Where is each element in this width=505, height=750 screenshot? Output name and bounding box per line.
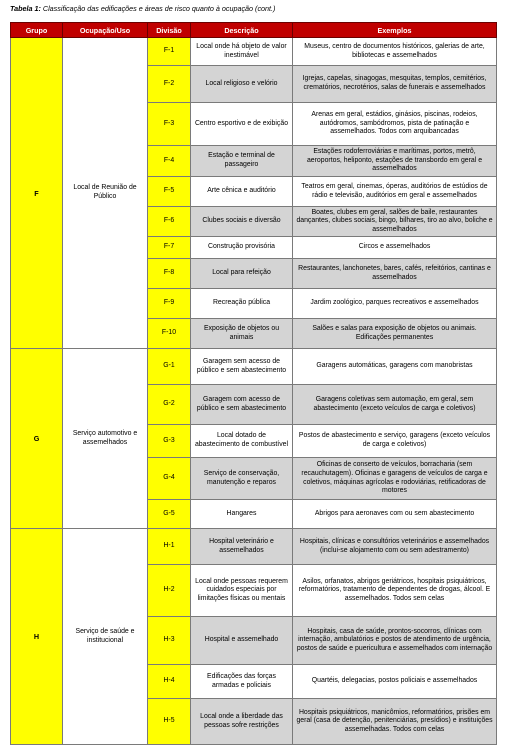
division-cell: F-1 [148,38,191,66]
description-cell: Estação e terminal de passageiro [191,146,293,177]
description-cell: Local religioso e velório [191,66,293,103]
division-cell: F-4 [148,146,191,177]
examples-cell: Oficinas de conserto de veículos, borracharia (sem recauchutagem). Oficinas e garagens de veículos de carga e coletivos, máquinas agrícolas e rodoviárias, retificadoras de motores [293,458,497,500]
description-cell: Hospital e assemelhado [191,617,293,665]
examples-cell: Boates, clubes em geral, salões de baile, restaurantes dançantes, clubes sociais, bingo, bilhares, tiro ao alvo, boliche e assemelhados [293,207,497,237]
description-cell: Hangares [191,500,293,529]
division-cell: G-2 [148,385,191,425]
description-cell: Serviço de conservação, manutenção e reparos [191,458,293,500]
division-cell: F-8 [148,259,191,289]
header-grupo: Grupo [11,23,63,38]
header-ocupacao: Ocupação/Uso [63,23,148,38]
description-cell: Garagem sem acesso de público e sem abastecimento [191,349,293,385]
group-code-cell: G [11,349,63,529]
division-cell: F-2 [148,66,191,103]
caption-text: Classificação das edificações e áreas de risco quanto à ocupação (cont.) [42,4,276,13]
header-exemplos: Exemplos [293,23,497,38]
division-cell: F-10 [148,319,191,349]
description-cell: Local para refeição [191,259,293,289]
table-row [11,529,497,565]
examples-cell: Arenas em geral, estádios, ginásios, piscinas, rodeios, autódromos, sambódromos, pista de patinação e assemelhados. Todos com arquibancadas [293,103,497,146]
division-cell: F-6 [148,207,191,237]
division-cell: F-9 [148,289,191,319]
division-cell: F-5 [148,177,191,207]
description-cell: Recreação pública [191,289,293,319]
examples-cell: Estações rodoferroviárias e marítimas, portos, metrô, aeroportos, heliponto, estações de transbordo em geral e assemelhados [293,146,497,177]
caption-label: Tabela 1: [10,4,41,13]
description-cell: Local dotado de abastecimento de combustível [191,425,293,458]
division-cell: H-2 [148,565,191,617]
table-caption [10,4,275,13]
occupancy-cell: Local de Reunião de Público [63,38,148,349]
description-cell: Garagem com acesso de público e sem abastecimento [191,385,293,425]
division-cell: G-1 [148,349,191,385]
group-code-cell: H [11,529,63,745]
examples-cell: Museus, centro de documentos históricos, galerias de arte, bibliotecas e assemelhados [293,38,497,66]
description-cell: Local onde a liberdade das pessoas sofre restrições [191,699,293,745]
table-row [11,38,497,66]
examples-cell: Hospitais, clínicas e consultórios veterinários e assemelhados (inclui-se alojamento com ou sem adestramento) [293,529,497,565]
description-cell: Centro esportivo e de exibição [191,103,293,146]
examples-cell: Hospitais psiquiátricos, manicômios, reformatórios, prisões em geral (casa de detenção, penitenciárias, presídios) e instituições assemelhadas. Todos com celas [293,699,497,745]
description-cell: Arte cênica e auditório [191,177,293,207]
description-cell: Local onde pessoas requerem cuidados especiais por limitações físicas ou mentais [191,565,293,617]
examples-cell: Asilos, orfanatos, abrigos geriátricos, hospitais psiquiátricos, reformatórios, tratamento de dependentes de drogas, álcool. E assemelhados. Todos sem celas [293,565,497,617]
description-cell: Exposição de objetos ou animais [191,319,293,349]
examples-cell: Circos e assemelhados [293,237,497,259]
division-cell: F-3 [148,103,191,146]
description-cell: Hospital veterinário e assemelhados [191,529,293,565]
examples-cell: Igrejas, capelas, sinagogas, mesquitas, templos, cemitérios, crematórios, necrotérios, salas de funerais e assemelhados [293,66,497,103]
examples-cell: Abrigos para aeronaves com ou sem abastecimento [293,500,497,529]
header-descricao: Descrição [191,23,293,38]
examples-cell: Teatros em geral, cinemas, óperas, auditórios de estúdios de rádio e televisão, auditórios em geral e assemelhados [293,177,497,207]
description-cell: Construção provisória [191,237,293,259]
table-row [11,349,497,385]
description-cell: Edificações das forças armadas e policiais [191,665,293,699]
division-cell: H-1 [148,529,191,565]
division-cell: H-4 [148,665,191,699]
examples-cell: Restaurantes, lanchonetes, bares, cafés, refeitórios, cantinas e assemelhados [293,259,497,289]
division-cell: G-5 [148,500,191,529]
description-cell: Local onde há objeto de valor inestimável [191,38,293,66]
description-cell: Clubes sociais e diversão [191,207,293,237]
examples-cell: Hospitais, casa de saúde, prontos-socorros, clínicas com internação, ambulatórios e postos de atendimento de urgência, postos de saúde e puericultura e assemelhados com internação [293,617,497,665]
examples-cell: Garagens coletivas sem automação, em geral, sem abastecimento (exceto veículos de carga e coletivos) [293,385,497,425]
examples-cell: Jardim zoológico, parques recreativos e assemelhados [293,289,497,319]
examples-cell: Salões e salas para exposição de objetos ou animais. Edificações permanentes [293,319,497,349]
table-header-row [11,23,497,38]
occupancy-cell: Serviço automotivo e assemelhados [63,349,148,529]
examples-cell: Garagens automáticas, garagens com manobristas [293,349,497,385]
division-cell: H-3 [148,617,191,665]
division-cell: H-5 [148,699,191,745]
division-cell: G-3 [148,425,191,458]
examples-cell: Postos de abastecimento e serviço, garagens (exceto veículos de carga e coletivos) [293,425,497,458]
division-cell: F-7 [148,237,191,259]
group-code-cell: F [11,38,63,349]
occupancy-cell: Serviço de saúde e institucional [63,529,148,745]
division-cell: G-4 [148,458,191,500]
examples-cell: Quartéis, delegacias, postos policiais e assemelhados [293,665,497,699]
occupancy-classification-table [10,22,497,745]
header-divisao: Divisão [148,23,191,38]
